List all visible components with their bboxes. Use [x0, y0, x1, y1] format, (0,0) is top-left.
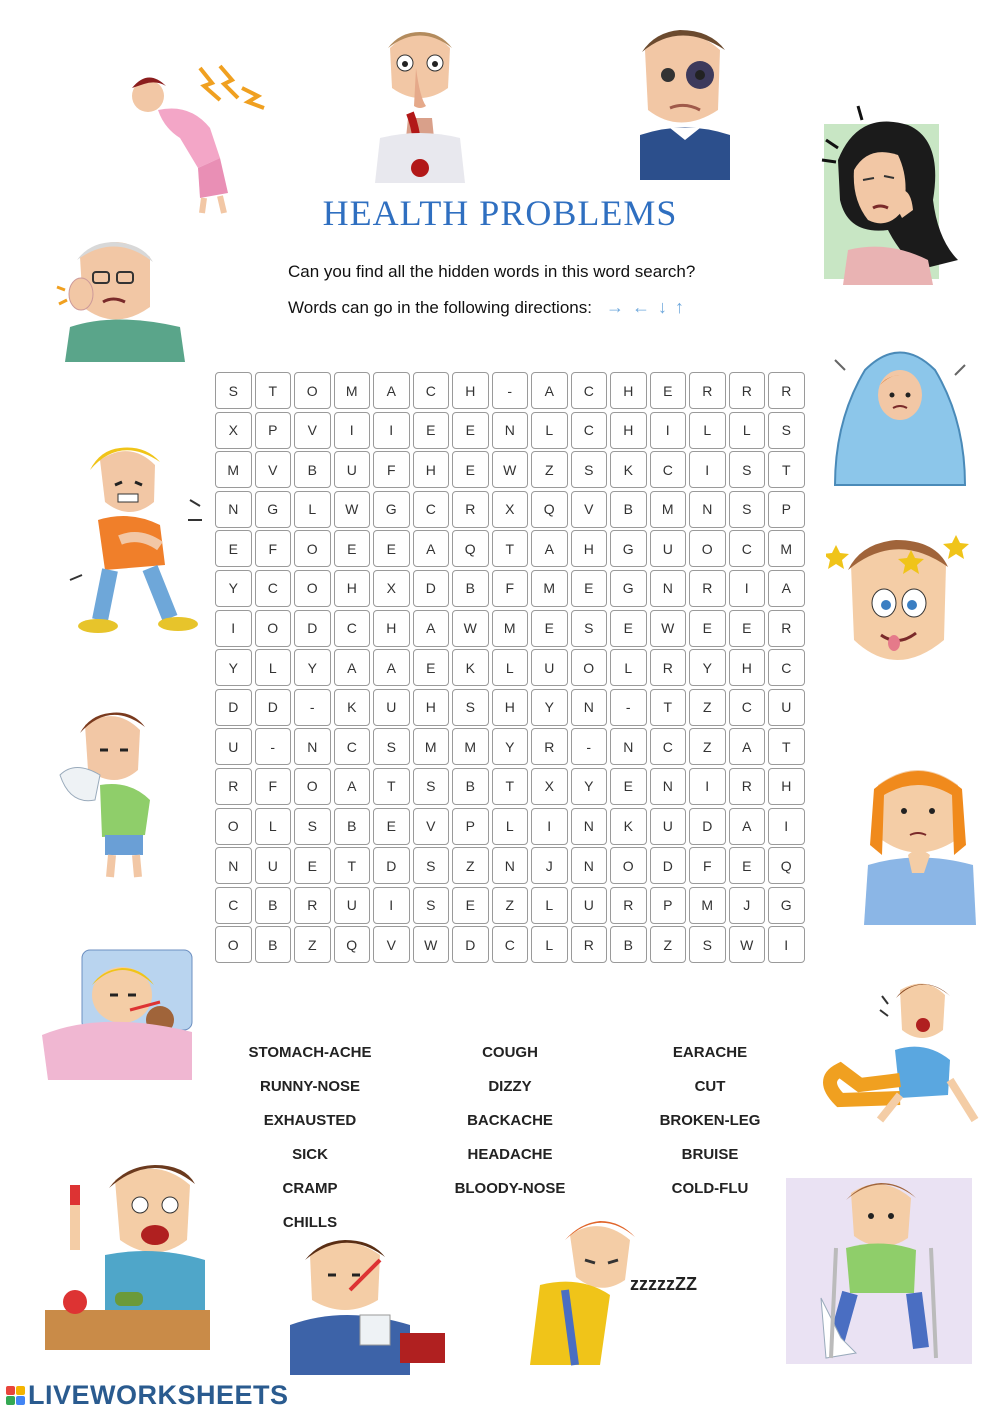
grid-cell[interactable]: U [650, 530, 687, 567]
grid-cell[interactable]: E [215, 530, 252, 567]
grid-cell[interactable]: L [255, 808, 292, 845]
grid-cell[interactable]: K [610, 451, 647, 488]
word-list-item [410, 1210, 610, 1244]
grid-cell[interactable]: B [452, 768, 489, 805]
grid-cell[interactable]: C [334, 610, 371, 647]
grid-cell[interactable]: M [215, 451, 252, 488]
grid-cell[interactable]: G [768, 887, 805, 924]
grid-cell[interactable]: E [610, 610, 647, 647]
word-list-item: EARACHE [672, 1044, 748, 1061]
grid-cell[interactable]: Q [768, 847, 805, 884]
grid-cell[interactable]: E [373, 808, 410, 845]
grid-cell[interactable]: W [334, 491, 371, 528]
grid-cell[interactable]: X [215, 412, 252, 449]
grid-cell[interactable]: V [571, 491, 608, 528]
grid-cell[interactable]: C [729, 689, 766, 726]
grid-cell[interactable]: D [413, 570, 450, 607]
grid-cell[interactable]: H [610, 412, 647, 449]
word-list-item: CRAMP [282, 1180, 338, 1197]
word-list-item: CHILLS [282, 1214, 338, 1231]
grid-cell[interactable]: H [452, 372, 489, 409]
grid-cell[interactable]: N [610, 728, 647, 765]
grid-cell[interactable]: B [334, 808, 371, 845]
grid-cell[interactable]: R [689, 570, 726, 607]
grid-cell[interactable]: O [294, 570, 331, 607]
grid-cell[interactable]: C [650, 728, 687, 765]
grid-cell[interactable]: L [255, 649, 292, 686]
grid-cell[interactable]: S [571, 610, 608, 647]
grid-cell[interactable]: V [255, 451, 292, 488]
grid-cell[interactable]: I [373, 887, 410, 924]
grid-cell[interactable]: U [255, 847, 292, 884]
grid-cell[interactable]: E [413, 412, 450, 449]
grid-cell[interactable]: A [373, 372, 410, 409]
grid-cell[interactable]: O [689, 530, 726, 567]
direction-arrows [606, 297, 684, 318]
grid-cell[interactable]: E [689, 610, 726, 647]
grid-cell[interactable]: H [492, 689, 529, 726]
grid-cell[interactable]: I [373, 412, 410, 449]
grid-cell[interactable]: R [215, 768, 252, 805]
word-list-item: BRUISE [681, 1146, 739, 1163]
word-list-item: DIZZY [488, 1078, 532, 1095]
word-list-item: COLD-FLU [671, 1180, 749, 1197]
grid-cell[interactable]: M [413, 728, 450, 765]
chills-blanket-child-illustration [825, 340, 975, 490]
grid-cell[interactable]: P [255, 412, 292, 449]
crutches-boy-illustration [786, 1178, 972, 1364]
grid-cell[interactable]: D [373, 847, 410, 884]
grid-cell[interactable]: S [413, 847, 450, 884]
grid-cell[interactable]: A [729, 728, 766, 765]
arrow-down-icon: ↓ [657, 297, 667, 317]
grid-cell[interactable]: E [610, 768, 647, 805]
grid-cell[interactable]: A [413, 530, 450, 567]
grid-cell[interactable]: D [650, 847, 687, 884]
grid-cell[interactable]: N [689, 491, 726, 528]
grid-cell[interactable]: C [492, 926, 529, 963]
grid-cell[interactable]: R [650, 649, 687, 686]
grid-cell[interactable]: T [768, 728, 805, 765]
word-list-item: CUT [694, 1078, 726, 1095]
liveworksheets-logo[interactable] [6, 1380, 289, 1411]
grid-cell[interactable]: U [571, 887, 608, 924]
logo-mark-icon [6, 1386, 25, 1405]
grid-cell[interactable]: R [571, 926, 608, 963]
grid-cell[interactable]: P [768, 491, 805, 528]
grid-cell[interactable]: A [413, 610, 450, 647]
grid-cell[interactable]: Q [452, 530, 489, 567]
instruction-find-words: Can you find all the hidden words in this word search? [288, 262, 696, 281]
grid-cell[interactable]: T [492, 530, 529, 567]
grid-cell[interactable]: M [452, 728, 489, 765]
arrow-left-icon: ← [631, 297, 650, 317]
grid-cell[interactable]: E [729, 610, 766, 647]
grid-cell[interactable]: L [294, 491, 331, 528]
grid-cell[interactable]: O [294, 768, 331, 805]
word-list-item: COUGH [482, 1044, 538, 1061]
grid-cell[interactable]: U [334, 887, 371, 924]
grid-cell[interactable]: N [571, 847, 608, 884]
grid-cell[interactable]: Y [531, 689, 568, 726]
grid-cell[interactable]: Y [294, 649, 331, 686]
grid-cell[interactable]: K [334, 689, 371, 726]
grid-cell[interactable]: I [768, 926, 805, 963]
grid-cell[interactable]: U [373, 689, 410, 726]
grid-cell[interactable]: Z [452, 847, 489, 884]
grid-cell[interactable]: T [334, 847, 371, 884]
grid-cell[interactable]: L [531, 412, 568, 449]
grid-cell[interactable]: U [650, 808, 687, 845]
page-title: HEALTH PROBLEMS [322, 193, 678, 233]
grid-cell[interactable]: R [294, 887, 331, 924]
bloody-nose-man-illustration [350, 18, 490, 188]
grid-cell[interactable]: H [768, 768, 805, 805]
word-list-item: BLOODY-NOSE [454, 1180, 566, 1197]
grid-cell[interactable]: G [610, 530, 647, 567]
grid-cell[interactable]: S [729, 491, 766, 528]
grid-cell[interactable]: W [452, 610, 489, 647]
grid-cell[interactable]: M [650, 491, 687, 528]
grid-cell[interactable]: S [413, 887, 450, 924]
grid-cell[interactable]: C [571, 412, 608, 449]
grid-cell[interactable]: D [689, 808, 726, 845]
instruction-directions [288, 297, 684, 318]
grid-cell[interactable]: Z [689, 728, 726, 765]
grid-cell[interactable]: V [413, 808, 450, 845]
grid-cell[interactable]: F [255, 768, 292, 805]
grid-cell[interactable]: L [729, 412, 766, 449]
grid-cell[interactable]: F [373, 451, 410, 488]
grid-cell[interactable]: N [492, 847, 529, 884]
grid-cell[interactable]: L [531, 926, 568, 963]
grid-cell[interactable]: B [610, 926, 647, 963]
grid-cell[interactable]: W [650, 610, 687, 647]
grid-cell[interactable]: W [413, 926, 450, 963]
grid-cell[interactable]: O [215, 926, 252, 963]
arrow-right-icon: → [605, 297, 624, 317]
grid-cell[interactable]: Y [492, 728, 529, 765]
grid-cell[interactable]: W [729, 926, 766, 963]
grid-cell[interactable]: N [492, 412, 529, 449]
grid-cell[interactable]: E [650, 372, 687, 409]
dizzy-boy-illustration [826, 525, 976, 680]
grid-cell[interactable]: I [531, 808, 568, 845]
cold-flu-boy-illustration [290, 1235, 455, 1375]
grid-cell[interactable]: E [373, 530, 410, 567]
grid-cell[interactable]: L [492, 649, 529, 686]
grid-cell[interactable]: C [768, 649, 805, 686]
grid-cell[interactable]: G [610, 570, 647, 607]
grid-cell[interactable]: Y [215, 649, 252, 686]
grid-cell[interactable]: Y [571, 768, 608, 805]
grid-cell[interactable]: B [255, 887, 292, 924]
grid-cell[interactable]: C [334, 728, 371, 765]
grid-cell[interactable]: Z [689, 689, 726, 726]
cut-finger-man-illustration [45, 1160, 210, 1360]
grid-cell[interactable]: I [650, 412, 687, 449]
grid-cell[interactable]: T [373, 768, 410, 805]
grid-cell[interactable]: B [610, 491, 647, 528]
grid-cell[interactable]: Z [531, 451, 568, 488]
grid-cell[interactable]: - [255, 728, 292, 765]
grid-cell[interactable]: T [768, 451, 805, 488]
word-list-item: BROKEN-LEG [659, 1112, 761, 1129]
grid-cell[interactable]: P [452, 808, 489, 845]
grid-cell[interactable]: F [255, 530, 292, 567]
grid-cell[interactable]: N [215, 847, 252, 884]
grid-cell[interactable]: F [689, 847, 726, 884]
grid-cell[interactable]: S [373, 728, 410, 765]
grid-cell[interactable]: F [492, 570, 529, 607]
grid-cell[interactable]: E [452, 451, 489, 488]
grid-cell[interactable]: E [531, 610, 568, 647]
word-list-item [610, 1210, 810, 1244]
grid-cell[interactable]: - [571, 728, 608, 765]
grid-cell[interactable]: Z [294, 926, 331, 963]
grid-cell[interactable]: L [610, 649, 647, 686]
grid-cell[interactable]: H [729, 649, 766, 686]
grid-cell[interactable]: N [571, 808, 608, 845]
grid-cell[interactable]: X [492, 491, 529, 528]
grid-cell[interactable]: S [215, 372, 252, 409]
svg-text:zzzzzZZ: zzzzzZZ [630, 1274, 697, 1294]
grid-cell[interactable]: E [413, 649, 450, 686]
grid-cell[interactable]: M [689, 887, 726, 924]
grid-cell[interactable]: D [255, 689, 292, 726]
grid-cell[interactable]: S [413, 768, 450, 805]
grid-cell[interactable]: T [650, 689, 687, 726]
grid-cell[interactable]: E [452, 412, 489, 449]
grid-cell[interactable]: Q [334, 926, 371, 963]
grid-cell[interactable]: M [492, 610, 529, 647]
grid-cell[interactable]: U [215, 728, 252, 765]
grid-cell[interactable]: M [531, 570, 568, 607]
grid-cell[interactable]: N [215, 491, 252, 528]
logo-text: LIVEWORKSHEETS [28, 1380, 289, 1410]
grid-cell[interactable]: S [294, 808, 331, 845]
grid-cell[interactable]: - [492, 372, 529, 409]
grid-cell[interactable]: H [373, 610, 410, 647]
grid-cell[interactable]: B [452, 570, 489, 607]
grid-cell[interactable]: M [768, 530, 805, 567]
grid-cell[interactable]: M [334, 372, 371, 409]
grid-cell[interactable]: J [531, 847, 568, 884]
word-search-grid [215, 372, 805, 963]
grid-cell[interactable]: R [729, 372, 766, 409]
grid-cell[interactable]: C [413, 372, 450, 409]
grid-cell[interactable]: R [610, 887, 647, 924]
grid-cell[interactable]: H [413, 689, 450, 726]
grid-cell[interactable]: C [571, 372, 608, 409]
grid-cell[interactable]: O [610, 847, 647, 884]
grid-cell[interactable]: X [531, 768, 568, 805]
sick-in-bed-girl-illustration [42, 940, 202, 1080]
grid-cell[interactable]: G [255, 491, 292, 528]
grid-cell[interactable]: A [768, 570, 805, 607]
grid-cell[interactable]: A [373, 649, 410, 686]
grid-cell[interactable]: R [768, 610, 805, 647]
grid-cell[interactable]: T [255, 372, 292, 409]
grid-cell[interactable]: Y [689, 649, 726, 686]
grid-cell[interactable]: U [334, 451, 371, 488]
grid-cell[interactable]: H [571, 530, 608, 567]
grid-cell[interactable]: E [571, 570, 608, 607]
grid-cell[interactable]: S [768, 412, 805, 449]
grid-cell[interactable]: W [492, 451, 529, 488]
grid-cell[interactable]: I [689, 451, 726, 488]
grid-cell[interactable]: S [689, 926, 726, 963]
grid-cell[interactable]: H [413, 451, 450, 488]
black-eye-man-illustration [630, 20, 740, 180]
grid-cell[interactable]: K [610, 808, 647, 845]
grid-cell[interactable]: D [452, 926, 489, 963]
grid-cell[interactable]: - [610, 689, 647, 726]
grid-cell[interactable]: E [729, 847, 766, 884]
grid-cell[interactable]: A [729, 808, 766, 845]
word-list-item: BACKACHE [467, 1112, 553, 1129]
grid-cell[interactable]: L [492, 808, 529, 845]
grid-cell[interactable]: X [373, 570, 410, 607]
word-list-item: SICK [292, 1146, 328, 1163]
word-list-item: RUNNY-NOSE [259, 1078, 360, 1095]
grid-cell[interactable]: Y [215, 570, 252, 607]
grid-cell[interactable]: H [334, 570, 371, 607]
grid-cell[interactable]: U [768, 689, 805, 726]
grid-cell[interactable]: Z [650, 926, 687, 963]
grid-cell[interactable]: I [689, 768, 726, 805]
grid-cell[interactable]: O [215, 808, 252, 845]
word-list-item: STOMACH-ACHE [248, 1044, 372, 1061]
grid-cell[interactable]: N [294, 728, 331, 765]
grid-cell[interactable]: R [768, 372, 805, 409]
earache-old-man-illustration [55, 232, 190, 362]
grid-cell[interactable]: O [294, 530, 331, 567]
grid-cell[interactable]: E [452, 887, 489, 924]
grid-cell[interactable]: A [334, 649, 371, 686]
grid-cell[interactable]: Q [531, 491, 568, 528]
stomach-ache-boy-illustration [60, 440, 220, 645]
word-list-item: EXHAUSTED [263, 1112, 357, 1129]
directions-text: Words can go in the following directions: [288, 297, 592, 317]
grid-cell[interactable]: S [729, 451, 766, 488]
grid-cell[interactable]: C [215, 887, 252, 924]
grid-cell[interactable]: S [452, 689, 489, 726]
grid-cell[interactable]: Z [492, 887, 529, 924]
grid-cell[interactable]: A [531, 530, 568, 567]
grid-cell[interactable]: B [294, 451, 331, 488]
grid-cell[interactable]: I [768, 808, 805, 845]
grid-cell[interactable]: R [452, 491, 489, 528]
grid-cell[interactable]: - [294, 689, 331, 726]
grid-cell[interactable]: L [531, 887, 568, 924]
grid-cell[interactable]: H [610, 372, 647, 409]
grid-cell[interactable]: C [255, 570, 292, 607]
grid-cell[interactable]: I [729, 570, 766, 607]
grid-cell[interactable]: O [294, 372, 331, 409]
grid-cell[interactable]: R [729, 768, 766, 805]
grid-cell[interactable]: I [334, 412, 371, 449]
grid-cell[interactable]: O [255, 610, 292, 647]
grid-cell[interactable]: O [571, 649, 608, 686]
grid-cell[interactable]: V [373, 926, 410, 963]
grid-cell[interactable]: A [334, 768, 371, 805]
grid-cell[interactable]: N [650, 768, 687, 805]
grid-cell[interactable]: V [294, 412, 331, 449]
sneezing-boy-illustration [40, 705, 170, 885]
grid-cell[interactable]: G [373, 491, 410, 528]
arrow-up-icon: ↑ [674, 297, 684, 317]
grid-cell[interactable]: R [689, 372, 726, 409]
grid-cell[interactable]: A [531, 372, 568, 409]
grid-cell[interactable]: C [413, 491, 450, 528]
grid-cell[interactable]: R [531, 728, 568, 765]
grid-cell[interactable]: I [215, 610, 252, 647]
grid-cell[interactable]: S [571, 451, 608, 488]
grid-cell[interactable]: J [729, 887, 766, 924]
grid-cell[interactable]: L [689, 412, 726, 449]
grid-cell[interactable]: B [255, 926, 292, 963]
grid-cell[interactable]: N [571, 689, 608, 726]
grid-cell[interactable]: C [729, 530, 766, 567]
broken-leg-man-illustration [800, 980, 980, 1130]
sore-throat-girl-illustration [858, 755, 978, 925]
grid-cell[interactable]: U [531, 649, 568, 686]
grid-cell[interactable]: C [650, 451, 687, 488]
word-list [210, 1040, 810, 1244]
grid-cell[interactable]: P [650, 887, 687, 924]
word-list-item: HEADACHE [467, 1146, 553, 1163]
grid-cell[interactable]: K [452, 649, 489, 686]
grid-cell[interactable]: N [650, 570, 687, 607]
grid-cell[interactable]: D [294, 610, 331, 647]
grid-cell[interactable]: D [215, 689, 252, 726]
grid-cell[interactable]: E [294, 847, 331, 884]
grid-cell[interactable]: T [492, 768, 529, 805]
grid-cell[interactable]: E [334, 530, 371, 567]
